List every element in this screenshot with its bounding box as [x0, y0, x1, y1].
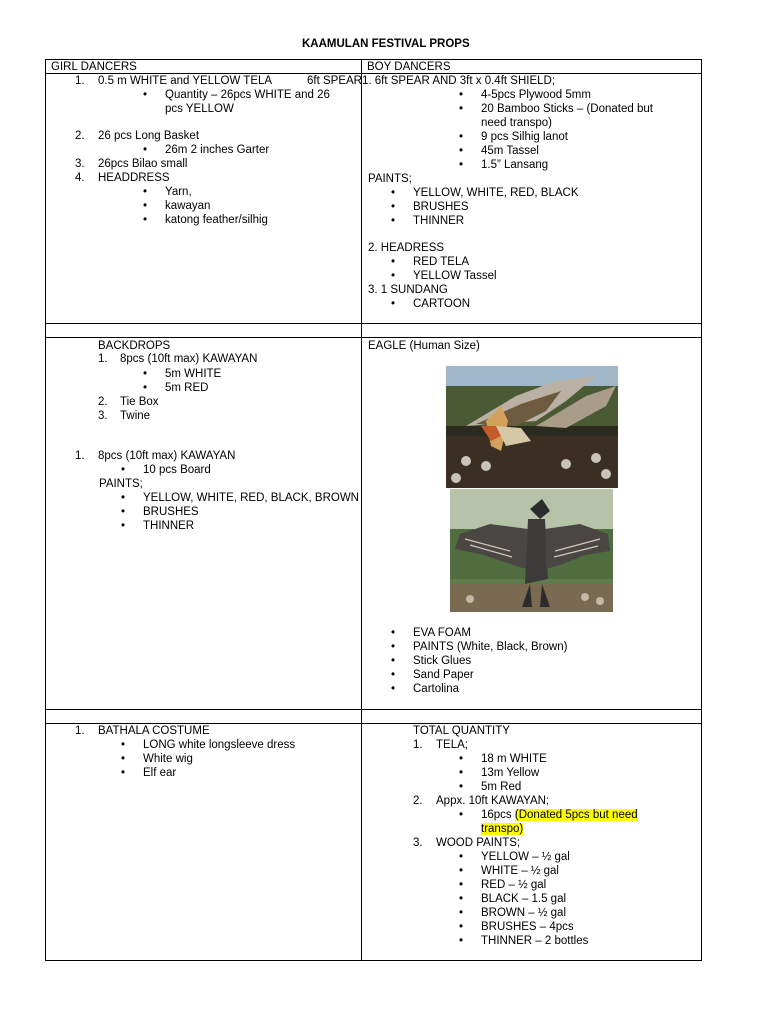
- list-number: 3.: [98, 410, 108, 422]
- list-item: • BRUSHES – 4pcs: [481, 920, 574, 934]
- list-item: 6ft SPEAR: [307, 75, 362, 87]
- list-item: • katong feather/silhig: [165, 213, 268, 227]
- list-item: • CARTOON: [413, 297, 470, 311]
- list-item: • 1.5” Lansang: [481, 158, 548, 172]
- list-number: 4.: [75, 172, 85, 184]
- list-item: • BRUSHES: [413, 200, 469, 214]
- eagle-photo-2: [450, 489, 613, 612]
- list-item: • 18 m WHITE: [481, 752, 547, 766]
- list-item: • RED TELA: [413, 255, 469, 269]
- list-item: • 5m RED: [165, 381, 208, 395]
- list-item: • 20 Bamboo Sticks – (Donated but: [481, 102, 653, 116]
- list-item: • kawayan: [165, 199, 210, 213]
- list-item: need transpo): [481, 117, 552, 129]
- list-item: 26pcs Bilao small: [98, 158, 188, 170]
- list-item: • YELLOW Tassel: [413, 269, 497, 283]
- list-item: 8pcs (10ft max) KAWAYAN: [120, 353, 258, 365]
- list-item: • WHITE – ½ gal: [481, 864, 559, 878]
- list-item: • 26m 2 inches Garter: [165, 143, 269, 157]
- page-title: KAAMULAN FESTIVAL PROPS: [302, 38, 470, 50]
- list-item: Twine: [120, 410, 151, 422]
- highlighted-note: transpo): [481, 823, 524, 835]
- list-item: • BLACK – 1.5 gal: [481, 892, 566, 906]
- list-item: • 10 pcs Board: [143, 463, 211, 477]
- list-item: • THINNER: [143, 519, 194, 533]
- list-item: • White wig: [143, 752, 193, 766]
- list-item: • Stick Glues: [413, 654, 471, 668]
- list-item: • BRUSHES: [143, 505, 199, 519]
- list-item: WOOD PAINTS;: [436, 837, 521, 849]
- list-item: [481, 822, 523, 836]
- list-number: 2.: [98, 396, 108, 408]
- list-item: • Yarn,: [165, 185, 192, 199]
- list-item: 1. 6ft SPEAR AND 3ft x 0.4ft SHIELD;: [362, 75, 556, 87]
- list-number: 3.: [75, 158, 85, 170]
- list-item: • Quantity – 26pcs WHITE and 26: [165, 88, 330, 102]
- list-item: 2. HEADRESS: [368, 242, 445, 254]
- list-number: 1.: [413, 739, 423, 751]
- list-item: • PAINTS (White, Black, Brown): [413, 640, 567, 654]
- list-item: [481, 808, 638, 822]
- list-number: 1.: [98, 353, 108, 365]
- list-item: • Cartolina: [413, 682, 459, 696]
- list-number: 2.: [413, 795, 423, 807]
- list-item: 3. 1 SUNDANG: [368, 284, 448, 296]
- girl-dancers-header: GIRL DANCERS: [51, 61, 137, 73]
- list-item: • 4-5pcs Plywood 5mm: [481, 88, 591, 102]
- list-item: Appx. 10ft KAWAYAN;: [436, 795, 550, 807]
- list-item: • THINNER – 2 bottles: [481, 934, 588, 948]
- list-item: HEADDRESS: [98, 172, 170, 184]
- list-item: pcs YELLOW: [165, 103, 234, 115]
- list-item: 26 pcs Long Basket: [98, 130, 200, 142]
- item-text: 16pcs: [481, 809, 515, 821]
- list-item: • Sand Paper: [413, 668, 474, 682]
- list-number: 3.: [413, 837, 423, 849]
- list-item: • YELLOW – ½ gal: [481, 850, 570, 864]
- list-item: • LONG white longsleeve dress: [143, 738, 295, 752]
- list-item: • 9 pcs Silhig lanot: [481, 130, 568, 144]
- list-item: • Elf ear: [143, 766, 176, 780]
- list-number: 1.: [75, 725, 85, 737]
- list-item: • EVA FOAM: [413, 626, 471, 640]
- list-item: 0.5 m WHITE and YELLOW TELA: [98, 75, 273, 87]
- list-number: 2.: [75, 130, 85, 142]
- list-item: • 5m WHITE: [165, 367, 221, 381]
- list-number: 1.: [75, 450, 85, 462]
- bathala-header: BATHALA COSTUME: [98, 725, 210, 737]
- list-item: PAINTS;: [99, 478, 143, 490]
- list-number: 1.: [75, 75, 85, 87]
- highlighted-note: (Donated 5pcs but need: [514, 809, 638, 821]
- list-item: TELA;: [436, 739, 468, 751]
- list-item: • THINNER: [413, 214, 464, 228]
- eagle-header: EAGLE (Human Size): [368, 340, 480, 352]
- boy-dancers-header: BOY DANCERS: [367, 61, 451, 73]
- list-item: • 45m Tassel: [481, 144, 539, 158]
- backdrops-header: BACKDROPS: [98, 340, 171, 352]
- list-item: • RED – ½ gal: [481, 878, 546, 892]
- list-item: PAINTS;: [368, 173, 412, 185]
- eagle-photo-1: [446, 366, 618, 488]
- list-item: 8pcs (10ft max) KAWAYAN: [98, 450, 236, 462]
- list-item: • 5m Red: [481, 780, 521, 794]
- list-item: • 13m Yellow: [481, 766, 539, 780]
- list-item: Tie Box: [120, 396, 159, 408]
- list-item: • BROWN – ½ gal: [481, 906, 566, 920]
- total-header: TOTAL QUANTITY: [413, 725, 510, 737]
- list-item: • YELLOW, WHITE, RED, BLACK, BROWN: [143, 491, 359, 505]
- list-item: • YELLOW, WHITE, RED, BLACK: [413, 186, 579, 200]
